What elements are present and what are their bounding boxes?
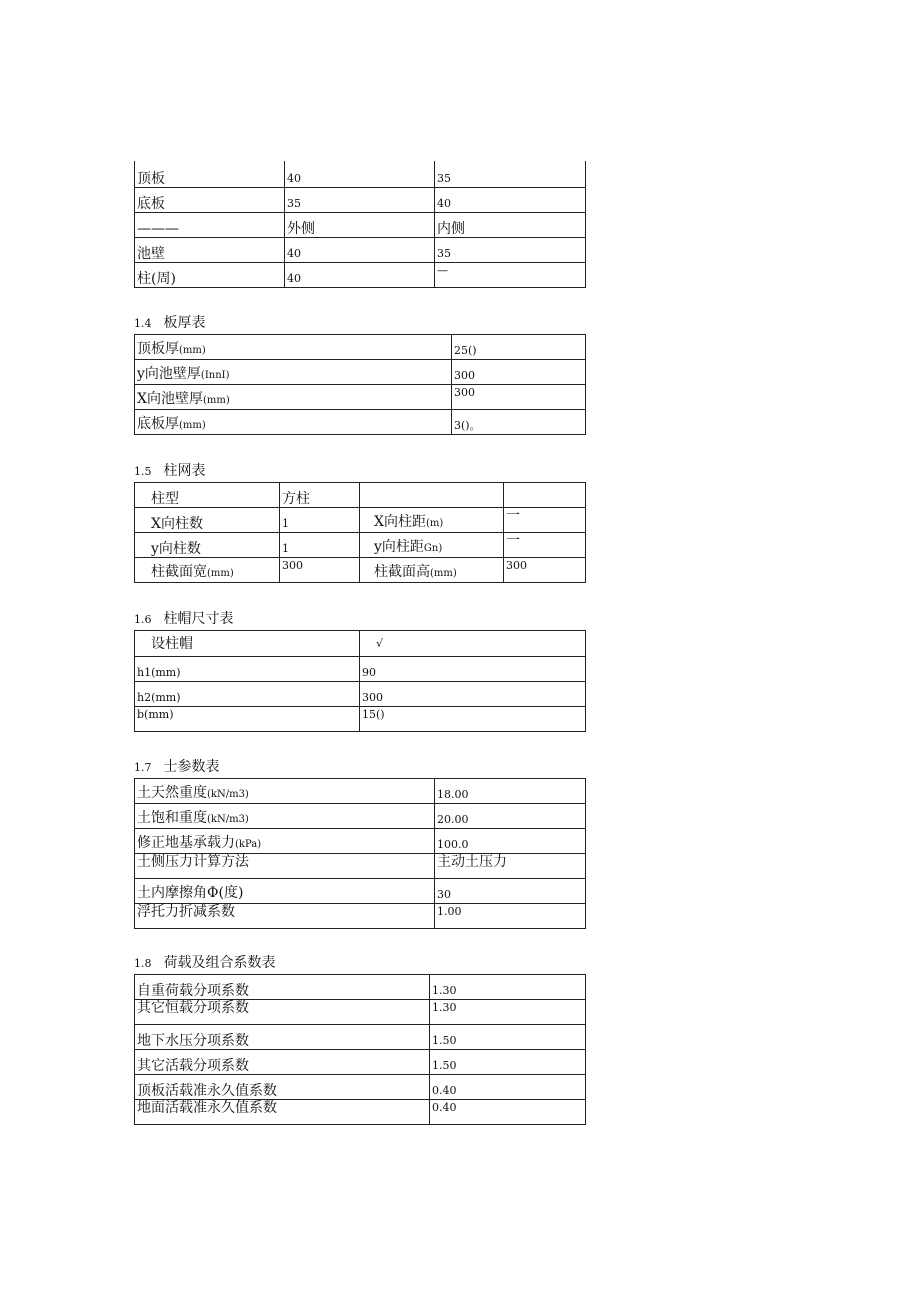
cell-value: 300 xyxy=(504,558,586,583)
row-label: 柱(周) xyxy=(135,262,285,287)
table-row xyxy=(135,262,586,287)
row-label: 土侧压力计算方法 xyxy=(135,854,435,879)
soil-parameter-table xyxy=(134,778,586,929)
row-label: 底板厚(mm) xyxy=(135,410,452,435)
row-label: y向池壁厚(InnI) xyxy=(135,360,452,385)
table-row xyxy=(135,483,586,508)
table-row xyxy=(135,879,586,904)
table-row xyxy=(135,631,586,657)
section-number: 1.4 xyxy=(134,317,152,330)
section-heading-1-8 xyxy=(134,955,276,972)
table-row xyxy=(135,854,586,879)
row-label: h2(mm) xyxy=(135,682,360,707)
cell-value: 35 xyxy=(435,161,586,187)
section-title: 荷载及组合系数表 xyxy=(163,955,276,971)
cell-value: 15() xyxy=(360,707,586,732)
table-row xyxy=(135,212,586,237)
cell-value: 一 xyxy=(504,533,586,558)
table-row xyxy=(135,779,586,804)
table-row xyxy=(135,804,586,829)
cell-value: 外侧 xyxy=(285,212,435,237)
table-row xyxy=(135,410,586,435)
cell-value: 0.40 xyxy=(430,1075,586,1100)
section-title: 柱网表 xyxy=(163,463,206,479)
row-label: 土天然重度(kN/m3) xyxy=(135,779,435,804)
table-row xyxy=(135,904,586,929)
cell-value: 1.30 xyxy=(430,975,586,1000)
row-label: 柱截面高(mm) xyxy=(360,558,504,583)
row-label: X向池壁厚(mm) xyxy=(135,385,452,410)
cell-value: 35 xyxy=(285,187,435,212)
row-label: 柱截面宽(mm) xyxy=(135,558,280,583)
table-row xyxy=(135,1000,586,1025)
table-row xyxy=(135,657,586,682)
cell-value: 40 xyxy=(435,187,586,212)
cell-value: 20.00 xyxy=(435,804,586,829)
cell-value: 300 xyxy=(360,682,586,707)
column-grid-table xyxy=(134,482,586,583)
section-number: 1.5 xyxy=(134,465,152,478)
cell-value: 40 xyxy=(285,161,435,187)
table-row xyxy=(135,385,586,410)
row-label: h1(mm) xyxy=(135,657,360,682)
cell-value: 主动土压力 xyxy=(435,854,586,879)
row-label: 地面活载准永久值系数 xyxy=(135,1100,430,1125)
column-cap-table xyxy=(134,630,586,732)
row-label xyxy=(360,483,504,508)
cell-value: 1.50 xyxy=(430,1050,586,1075)
row-label: 土饱和重度(kN/m3) xyxy=(135,804,435,829)
cell-value: 0.40 xyxy=(430,1100,586,1125)
table-row xyxy=(135,161,586,187)
cover-thickness-table xyxy=(134,161,586,288)
slab-thickness-table xyxy=(134,334,586,435)
section-heading-1-5 xyxy=(134,463,206,480)
cell-value: 40 xyxy=(285,262,435,287)
row-label: 顶板活载准永久值系数 xyxy=(135,1075,430,1100)
cell-value: 90 xyxy=(360,657,586,682)
cell-value: 100.0 xyxy=(435,829,586,854)
row-label: ——— xyxy=(135,212,285,237)
cell-value: 18.00 xyxy=(435,779,586,804)
table-row xyxy=(135,707,586,732)
section-number: 1.8 xyxy=(134,957,152,970)
table-row xyxy=(135,975,586,1000)
section-title: 板厚表 xyxy=(163,315,206,331)
table-row xyxy=(135,829,586,854)
section-number: 1.6 xyxy=(134,613,152,626)
table-row xyxy=(135,187,586,212)
table-row xyxy=(135,1025,586,1050)
table-row xyxy=(135,1050,586,1075)
table-row xyxy=(135,237,586,262)
row-label: 自重荷载分项系数 xyxy=(135,975,430,1000)
row-label: 顶板 xyxy=(135,161,285,187)
row-label: 柱型 xyxy=(135,483,280,508)
row-label: X向柱数 xyxy=(135,508,280,533)
table-row xyxy=(135,558,586,583)
row-label: 修正地基承载力(kPa) xyxy=(135,829,435,854)
table-row xyxy=(135,508,586,533)
cell-value: 一 xyxy=(504,508,586,533)
row-label: 池壁 xyxy=(135,237,285,262)
section-title: 柱帽尺寸表 xyxy=(163,611,234,627)
cell-value: 25() xyxy=(452,335,586,360)
table-row xyxy=(135,1075,586,1100)
table-row xyxy=(135,335,586,360)
section-heading-1-6 xyxy=(134,611,234,628)
section-title: 士参数表 xyxy=(163,759,220,775)
cell-value: 1 xyxy=(280,508,360,533)
cell-value xyxy=(504,483,586,508)
cell-value: 300 xyxy=(280,558,360,583)
cell-value: 1.50 xyxy=(430,1025,586,1050)
cell-value: 1.00 xyxy=(435,904,586,929)
row-label: 土内摩擦角Φ(度) xyxy=(135,879,435,904)
row-label: 地下水压分项系数 xyxy=(135,1025,430,1050)
cell-value: 30 xyxy=(435,879,586,904)
section-heading-1-4 xyxy=(134,315,206,332)
table-row xyxy=(135,360,586,385)
cell-value: 方柱 xyxy=(280,483,360,508)
cell-value: — xyxy=(435,262,586,287)
row-label: b(mm) xyxy=(135,707,360,732)
row-label: 顶板厚(mm) xyxy=(135,335,452,360)
cell-value: 35 xyxy=(435,237,586,262)
row-label: X向柱距(m) xyxy=(360,508,504,533)
row-label: 浮托力折减系数 xyxy=(135,904,435,929)
table-row xyxy=(135,1100,586,1125)
cell-value: 300 xyxy=(452,385,586,410)
section-number: 1.7 xyxy=(134,761,152,774)
row-label: 底板 xyxy=(135,187,285,212)
table-row xyxy=(135,533,586,558)
cell-value: 1 xyxy=(280,533,360,558)
cell-value: 3()。 xyxy=(452,410,586,435)
row-label: 其它活载分项系数 xyxy=(135,1050,430,1075)
table-row xyxy=(135,682,586,707)
cell-value: 300 xyxy=(452,360,586,385)
cell-value: 40 xyxy=(285,237,435,262)
cell-value: 内侧 xyxy=(435,212,586,237)
cell-value: √ xyxy=(360,631,586,657)
cell-value: 1.30 xyxy=(430,1000,586,1025)
row-label: y向柱数 xyxy=(135,533,280,558)
row-label: y向柱距Gn) xyxy=(360,533,504,558)
section-heading-1-7 xyxy=(134,759,220,776)
load-factor-table xyxy=(134,974,586,1125)
row-label: 其它恒载分项系数 xyxy=(135,1000,430,1025)
row-label: 设柱帽 xyxy=(135,631,360,657)
